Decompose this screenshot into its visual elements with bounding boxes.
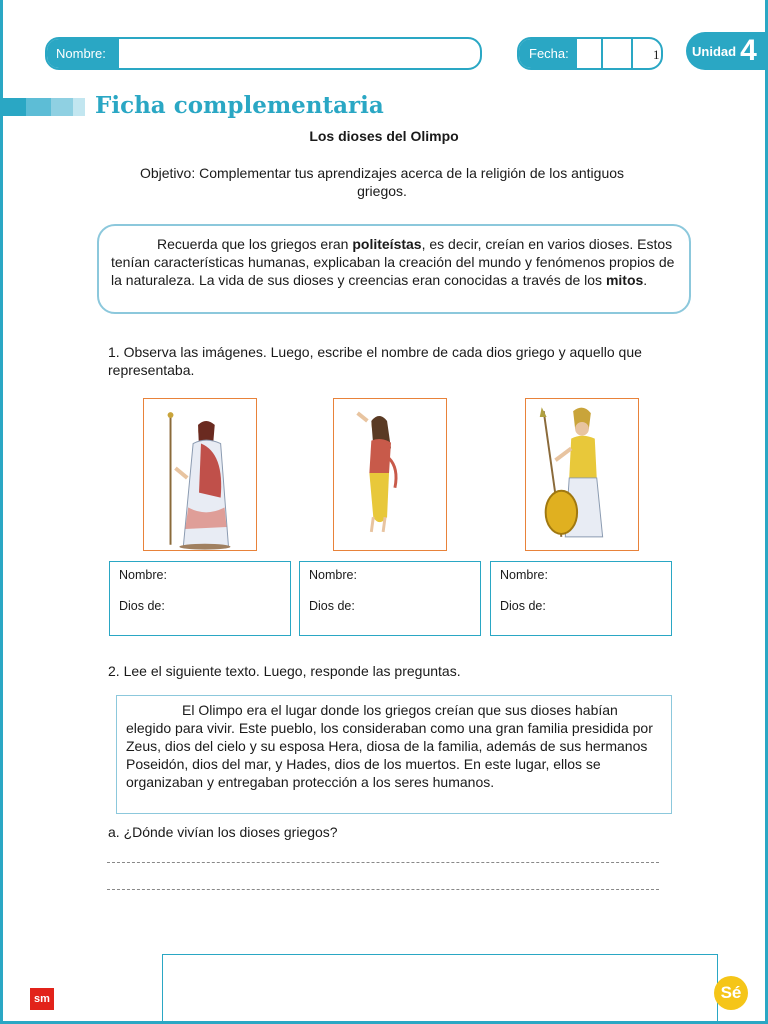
title-decoration xyxy=(0,98,85,116)
se-logo: Sé xyxy=(714,976,748,1010)
answer-card[interactable] xyxy=(490,561,672,636)
answer-line[interactable] xyxy=(107,889,659,890)
goddess-hera-image xyxy=(143,398,257,551)
reading-text: El Olimpo era el lugar donde los griegos creían que sus dioses habían elegido para vivir. Este pueblo, los consideraban como una gran familia presidida por Zeus, dios del cielo y su esposa Hera, diosa de la familia, además de sus hermanos Poseidón, dios del mar, y Hades, dios de los muertos. En este lugar, ellos se organizaban y entregaban protección a los seres humanos. xyxy=(126,702,653,790)
card-god-label: Dios de: xyxy=(119,599,165,613)
card-name-label: Nombre: xyxy=(309,568,357,582)
recall-text: Recuerda que los griegos eran xyxy=(157,236,353,252)
answer-card[interactable] xyxy=(109,561,291,636)
recall-text: . xyxy=(643,272,648,288)
question-a: a. ¿Dónde vivían los dioses griegos? xyxy=(108,824,338,840)
goddess-aphrodite-image xyxy=(333,398,447,551)
card-name-label: Nombre: xyxy=(119,568,167,582)
recall-bold-term: mitos xyxy=(605,272,644,288)
sm-logo: sm xyxy=(30,988,54,1010)
date-field[interactable] xyxy=(517,37,663,70)
name-field[interactable] xyxy=(45,37,482,70)
card-god-label: Dios de: xyxy=(309,599,355,613)
question-1: 1. Observa las imágenes. Luego, escribe el nombre de cada dios griego y aquello que representaba. xyxy=(108,344,642,378)
card-name-label: Nombre: xyxy=(500,568,548,582)
worksheet-subtitle: Los dioses del Olimpo xyxy=(309,128,459,144)
recall-bold-term: politeístas xyxy=(352,236,422,252)
date-divider xyxy=(631,39,633,68)
unit-number: 4 xyxy=(740,34,757,67)
unit-word: Unidad xyxy=(692,43,737,59)
recall-text: , es decir, creían en varios dioses. Estos tenían características humanas, explicaban la creación del mundo y fenómenos propios de la naturaleza. La vida de sus dioses y creencias eran conocidas a través de los xyxy=(111,236,675,288)
date-label: Fecha: xyxy=(519,39,577,68)
bottom-answer-box[interactable] xyxy=(162,954,718,1024)
question-2: 2. Lee el siguiente texto. Luego, responde las preguntas. xyxy=(108,663,461,679)
card-god-label: Dios de: xyxy=(500,599,546,613)
name-label: Nombre: xyxy=(47,39,119,68)
page-number: 1 xyxy=(653,47,660,62)
answer-line[interactable] xyxy=(107,862,659,863)
goddess-athena-image xyxy=(525,398,639,551)
unit-badge xyxy=(686,32,768,70)
recall-box xyxy=(97,224,691,314)
reading-text-box xyxy=(116,695,672,814)
answer-card[interactable] xyxy=(299,561,481,636)
page-title: Ficha complementaria xyxy=(95,92,384,119)
date-divider xyxy=(601,39,603,68)
objective-text: Objetivo: Complementar tus aprendizajes acerca de la religión de los antiguos griegos. xyxy=(139,165,625,199)
